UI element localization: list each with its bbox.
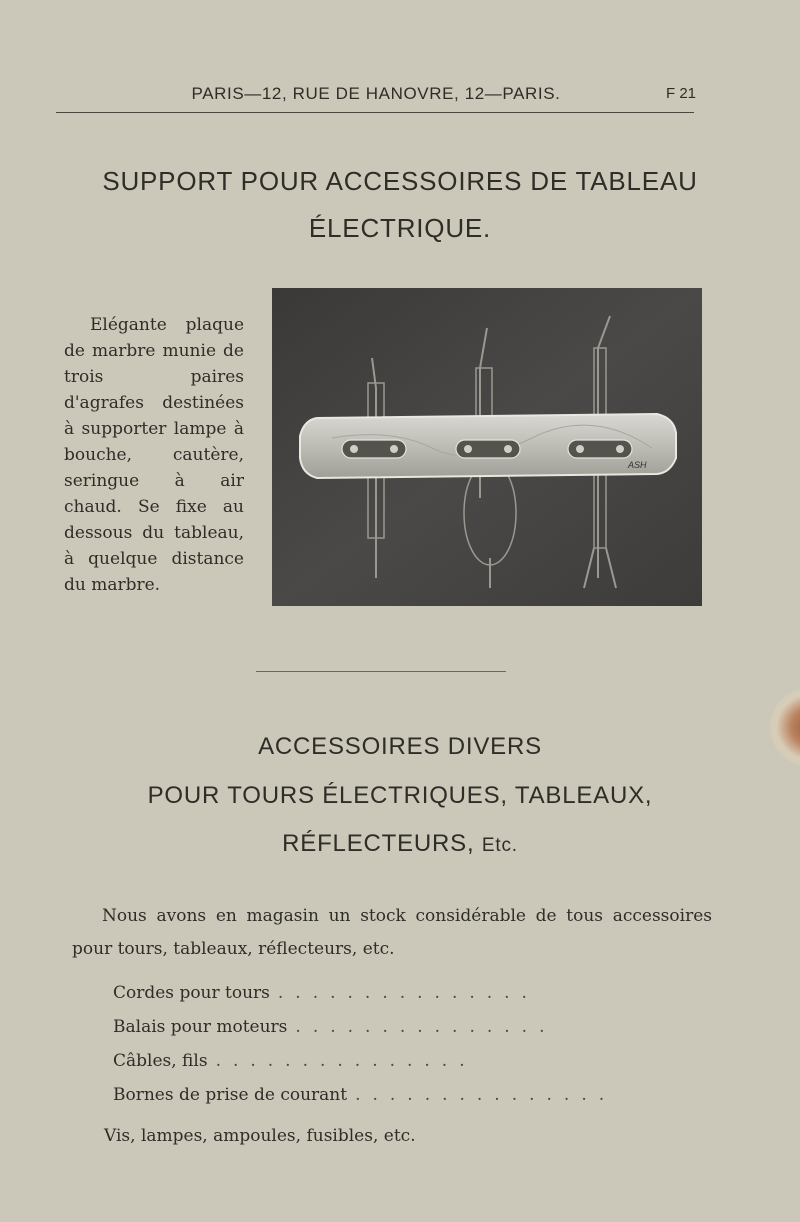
plate-maker-mark: ASH [628,460,647,470]
list-item-label: Bornes de prise de courant [113,1085,348,1105]
dot-leader: ............... [355,1085,617,1105]
section1-title-line2: ÉLECTRIQUE. [308,213,492,243]
list-item-label: Balais pour moteurs [113,1017,288,1037]
dot-leader: ............... [277,983,539,1003]
section2-title-word: RÉFLECTEURS, [282,830,475,857]
list-item-label: Cordes pour tours [113,983,270,1003]
section2-title-line2: POUR TOURS ÉLECTRIQUES, TABLEAUX, [147,782,653,809]
list-item [113,1082,633,1116]
dot-leader: ............... [215,1051,477,1071]
section2-title-line1: ACCESSOIRES DIVERS [258,733,542,760]
page-number: F 21 [665,85,696,102]
list-item [113,1048,633,1082]
page-header [56,84,696,114]
list-item-label: Câbles, fils [113,1051,208,1071]
section-divider [256,671,506,672]
closing-line: Vis, lampes, ampoules, fusibles, etc. [104,1126,416,1146]
accessory-list [113,980,633,1116]
list-item [113,1014,633,1048]
section1-title-line1: SUPPORT POUR ACCESSOIRES DE TABLEAU [102,166,698,196]
marble-plate-illustration [272,288,702,606]
header-divider [56,112,694,113]
section2-title-etc: Etc. [481,835,518,856]
list-item [113,980,633,1014]
dot-leader: ............... [295,1017,557,1037]
section2-title-line3 [0,830,800,858]
product-photo [272,288,702,606]
intro-paragraph: Nous avons en magasin un stock considérable de tous accessoires pour tours, tableaux, réflecteurs, etc. [72,906,712,959]
product-description: Elégante plaque de marbre munie de trois paires d'agrafes destinées à supporter lampe à bouche, cautère, seringue à air chaud. Se fixe au dessous du tableau, à quelque distance du marbre. [64,315,244,595]
running-title: PARIS—12, RUE DE HANOVRE, 12—PARIS. [191,84,561,103]
